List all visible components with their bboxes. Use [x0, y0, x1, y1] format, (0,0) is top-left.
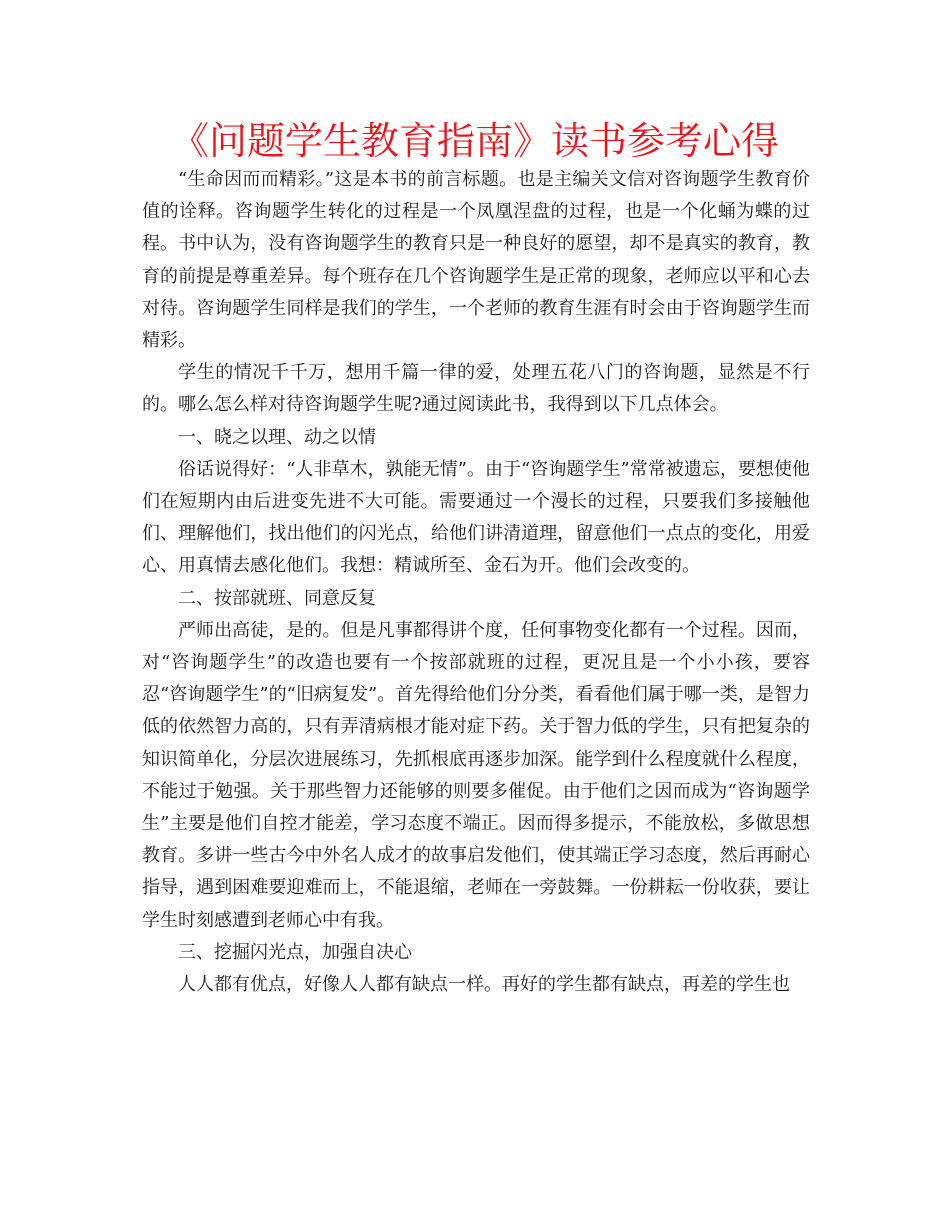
paragraph-section-1: 俗话说得好：“人非草木，孰能无情”。由于“咨询题学生”常常被遗忘，要想使他们在短期内由后进变先进不大可能。需要通过一个漫长的过程，只要我们多接触他们、理解他们，找出他们的闪光点，给他们讲清道理，留意他们一点点的变化，用爱心、用真情去感化他们。我想：精诚所至、金石为开。他们会改变的。 — [142, 458, 810, 577]
document-body — [142, 164, 810, 1001]
paragraph-section-3: 人人都有优点，好像人人都有缺点一样。再好的学生都有缺点，再差的学生也 — [178, 974, 790, 996]
paragraph-intro: “生命因而而精彩。”这是本书的前言标题。也是主编关文信对咨询题学生教育价值的诠释。咨询题学生转化的过程是一个凤凰涅盘的过程，也是一个化蛹为蝶的过程。书中认为，没有咨询题学生的教育只是一种良好的愿望，却不是真实的教育，教育的前提是尊重差异。每个班存在几个咨询题学生是正常的现象，老师应以平和心去对待。咨询题学生同样是我们的学生，一个老师的教育生涯有时会由于咨询题学生而精彩。 — [142, 169, 810, 352]
section-heading-1: 一、晓之以理、动之以情 — [178, 426, 376, 448]
document-title: 《问题学生教育指南》读书参考心得 — [170, 119, 779, 163]
paragraph-approach: 学生的情况千千万，想用千篇一律的爱，处理五花八门的咨询题，显然是不行的。哪么怎么样对待咨询题学生呢?通过阅读此书，我得到以下几点体会。 — [142, 362, 810, 416]
section-heading-2: 二、按部就班、同意反复 — [178, 587, 376, 609]
section-heading-3: 三、挖掘闪光点，加强自决心 — [178, 941, 412, 963]
paragraph-section-2: 严师出高徒，是的。但是凡事都得讲个度，任何事物变化都有一个过程。因而，对“咨询题学生”的改造也要有一个按部就班的过程，更况且是一个小小孩，要容忍“咨询题学生”的“旧病复发”。首先得给他们分分类，看看他们属于哪一类，是智力低的依然智力高的，只有弄清病根才能对症下药。关于智力低的学生，只有把复杂的知识简单化，分层次进展练习，先抓根底再逐步加深。能学到什么程度就什么程度，不能过于勉强。关于那些智力还能够的则要多催促。由于他们之因而成为“咨询题学生”主要是他们自控才能差，学习态度不端正。因而得多提示，不能放松，多做思想教育。多讲一些古今中外名人成才的故事启发他们，使其端正学习态度，然后再耐心指导，遇到困难要迎难而上，不能退缩，老师在一旁鼓舞。一份耕耘一份收获，要让学生时刻感遭到老师心中有我。 — [142, 619, 810, 931]
